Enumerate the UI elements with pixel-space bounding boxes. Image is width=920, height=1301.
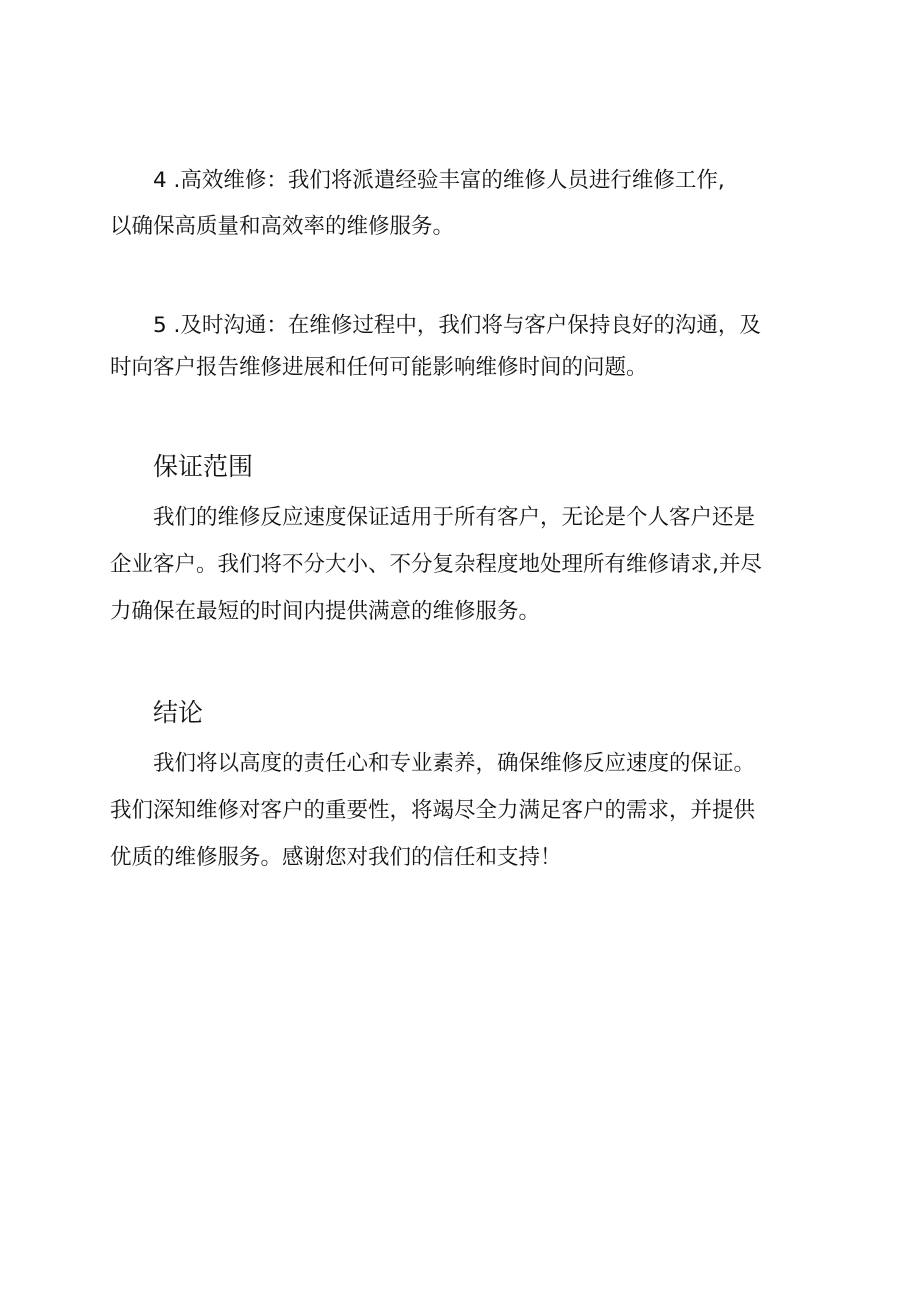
scope-line-2: 企业客户。我们将不分大小、不分复杂程度地处理所有维修请求,并尽 — [110, 552, 762, 577]
conclusion-line-3: 优质的维修服务。感谢您对我们的信任和支持！ — [110, 845, 562, 870]
conclusion-line-1: 我们将以高度的责任心和专业素养，确保维修反应速度的保证。 — [153, 751, 756, 776]
scope-line-1: 我们的维修反应速度保证适用于所有客户，无论是个人客户还是 — [153, 505, 756, 530]
item-5-line-1: 5 .及时沟通：在维修过程中，我们将与客户保持良好的沟通，及 — [153, 313, 761, 338]
item-4-line-1: 4 .高效维修：我们将派遣经验丰富的维修人员进行维修工作, — [153, 168, 725, 193]
item-5-line-2: 时向客户报告维修进展和任何可能影响维修时间的问题。 — [110, 355, 648, 380]
scope-heading: 保证范围 — [153, 452, 254, 481]
conclusion-line-2: 我们深知维修对客户的重要性，将竭尽全力满足客户的需求，并提供 — [110, 798, 756, 823]
scope-line-3: 力确保在最短的时间内提供满意的维修服务。 — [110, 599, 541, 624]
item-4-line-2: 以确保高质量和高效率的维修服务。 — [110, 214, 455, 239]
conclusion-heading: 结论 — [153, 698, 204, 727]
